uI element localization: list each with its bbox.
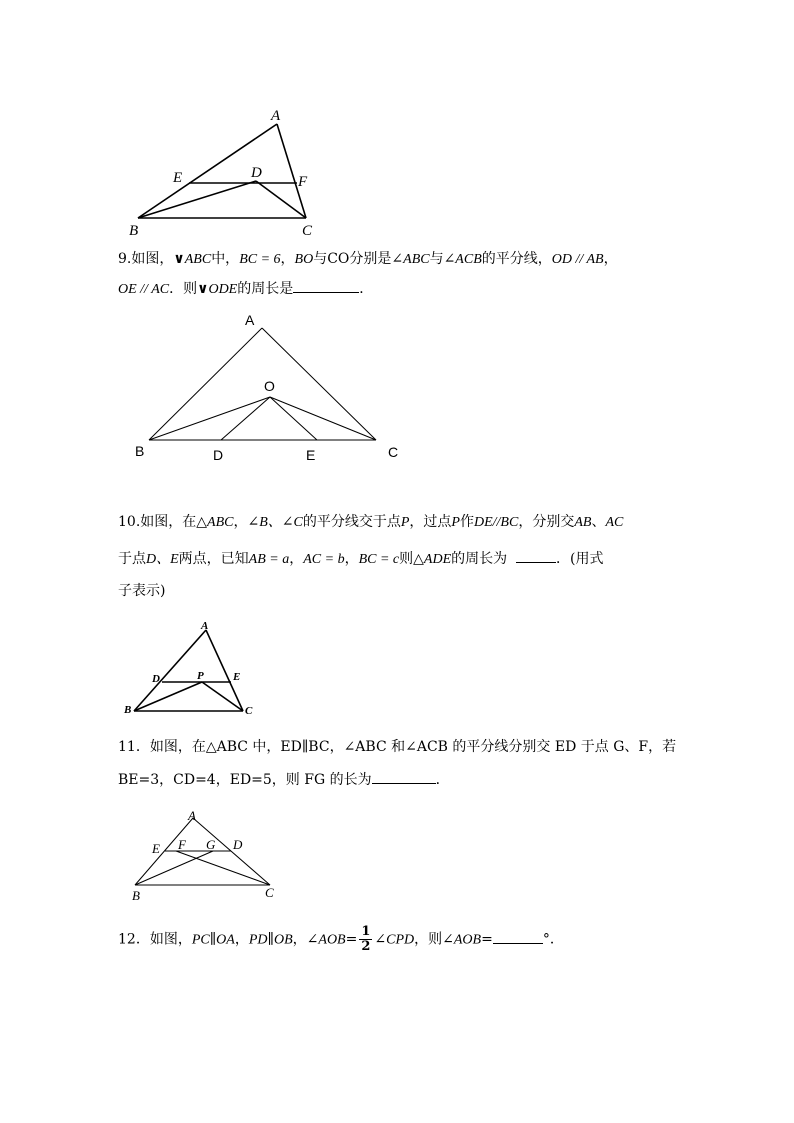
q10-ac-b: AC = b <box>303 552 345 567</box>
q10-sep: 、 <box>591 514 606 530</box>
q10-comma1: ， <box>233 514 248 530</box>
question-10-line-2 <box>118 550 678 569</box>
q10-p1: P <box>400 515 410 530</box>
q10-then: 则 <box>399 551 414 567</box>
fig8-label-a: A <box>271 108 281 124</box>
figure-11-diagram <box>0 805 794 903</box>
q12-pc-oa: PC∥OA <box>191 932 235 948</box>
q10-tri2: △ <box>413 551 424 567</box>
question-10-line-1 <box>118 513 678 532</box>
q10-ab: AB <box>574 515 592 530</box>
q9-bo: BO <box>294 252 314 267</box>
q9-angle-abc: ∠ABC <box>391 252 430 267</box>
q10-tri: △ <box>196 514 208 530</box>
q12-cpd: ∠CPD <box>374 932 415 948</box>
fig10-label-c: C <box>245 705 253 717</box>
q10-line2-a: 于点 <box>118 551 146 567</box>
q10-perim: 的周长为 <box>451 551 508 567</box>
q10-through: ，过点 <box>409 514 452 530</box>
fig9-label-a: A <box>245 312 255 328</box>
q10-bc-c: BC = c <box>358 552 400 567</box>
q10-d-e: D、E <box>146 552 179 567</box>
q9-tri-abc: ABC <box>184 252 212 267</box>
fig11-label-d: D <box>233 837 243 852</box>
fig11-label-e: E <box>152 841 160 856</box>
fig8-label-b: B <box>129 223 139 239</box>
q9-and: 与 <box>429 251 444 267</box>
q9-comma1: ， <box>280 251 295 267</box>
question-11-line-1 <box>118 738 678 756</box>
fig11-label-g: G <box>206 837 216 852</box>
q9-bc-eq: BC = 6 <box>239 252 281 267</box>
q9-oe-ac: OE // AC <box>118 282 170 297</box>
q12-aob2: ∠AOB <box>442 932 482 948</box>
q11-line1: 11．如图，在△ABC 中，ED∥BC，∠ABC 和∠ACB 的平分线分别交 ED 于点 G、F，若 <box>118 739 677 755</box>
q9-od-ab: OD // AB <box>551 252 604 267</box>
q12-pd-ob: PD∥OB <box>248 932 293 948</box>
fig8-label-d: D <box>251 165 262 181</box>
q10-cross: ，分别交 <box>518 514 575 530</box>
q9-and-co: 与CO分别是 <box>313 251 392 267</box>
q9-perimeter: 的周长是 <box>237 281 294 297</box>
q12-fraction-half <box>359 925 372 954</box>
fig11-label-a: A <box>188 808 196 823</box>
q12-frac-den: 2 <box>361 939 371 954</box>
q10-c1: ， <box>289 551 304 567</box>
q10-number: 10.如图，在 <box>118 514 197 530</box>
q10-angles: ∠B、∠C <box>247 515 303 530</box>
q9-end: ． <box>359 281 374 297</box>
fig9-label-b: B <box>135 443 145 459</box>
q9-answer-blank[interactable] <box>293 280 359 293</box>
q11-line2: BE=3，CD=4，ED=5，则 FG 的长为 <box>118 772 372 788</box>
fig9-label-o: O <box>264 378 275 394</box>
q9-comma2: ， <box>603 251 618 267</box>
fig9-label-e: E <box>306 447 316 463</box>
q12-c1: ， <box>234 931 249 948</box>
q10-line3: 子表示) <box>118 583 166 599</box>
fig11-label-f: F <box>178 837 186 852</box>
q12-answer-blank[interactable] <box>493 931 543 944</box>
question-10-line-3 <box>118 582 678 600</box>
question-12-line-1 <box>118 925 678 955</box>
q9-number: 9.如图， <box>118 251 174 267</box>
q12-frac-num: 1 <box>361 924 371 939</box>
figure-10-diagram <box>0 610 794 720</box>
q9-then: ．则 <box>169 281 198 297</box>
fig11-label-b: B <box>132 888 140 903</box>
q10-p2: P <box>451 515 460 530</box>
question-9-line-2: OE // AC．则∨ODE的周长是 ． <box>118 281 374 297</box>
fig10-label-d: D <box>152 673 160 685</box>
q10-de-bc: DE//BC <box>473 515 519 530</box>
q10-c2: ， <box>344 551 359 567</box>
q12-number: 12．如图， <box>118 931 192 948</box>
fig9-label-c: C <box>388 444 399 460</box>
q9-in: 中， <box>211 251 240 267</box>
q12-eq2: = <box>481 931 493 948</box>
fig8-label-c: C <box>302 223 313 239</box>
fig9-label-d: D <box>213 447 224 463</box>
fig11-label-c: C <box>265 885 274 900</box>
q10-line2-b: 两点，已知 <box>178 551 249 567</box>
q10-ade: ADE <box>423 552 452 567</box>
q9-angle-acb: ∠ACB <box>443 252 482 267</box>
q10-ab-a: AB = a <box>248 552 290 567</box>
q12-then: ，则 <box>414 931 443 948</box>
q9-bisectors: 的平分线， <box>481 251 552 267</box>
q12-end: °． <box>542 931 564 948</box>
fig10-label-b: B <box>124 704 132 716</box>
q9-tri-ode: ODE <box>208 282 238 297</box>
q11-end: ． <box>435 772 450 788</box>
q10-ac: AC <box>605 515 624 530</box>
q10-end: ．(用式 <box>556 551 604 567</box>
q10-answer-blank[interactable] <box>516 550 556 563</box>
fig8-label-f: F <box>298 174 308 190</box>
q10-make: 作 <box>459 514 474 530</box>
fig10-label-e: E <box>233 671 241 683</box>
fig10-label-p: P <box>197 670 204 682</box>
q11-answer-blank[interactable] <box>372 771 436 784</box>
q10-bisect: 的平分线交于点 <box>302 514 401 530</box>
question-11-line-2 <box>118 771 678 789</box>
figure-8-diagram <box>0 0 794 250</box>
q12-c2: ， <box>292 931 307 948</box>
figure-9-diagram <box>0 300 794 470</box>
fig10-label-a: A <box>201 620 209 632</box>
q12-eq: = <box>345 931 358 948</box>
question-9-line-1: 9.如图，∨ABC中，BC = 6，BO与CO分别是∠ABC与∠ACB的平分线，OD // AB， <box>118 251 618 267</box>
q10-abc: ABC <box>207 515 234 530</box>
q12-aob: ∠AOB <box>306 932 346 948</box>
fig8-label-e: E <box>173 170 183 186</box>
